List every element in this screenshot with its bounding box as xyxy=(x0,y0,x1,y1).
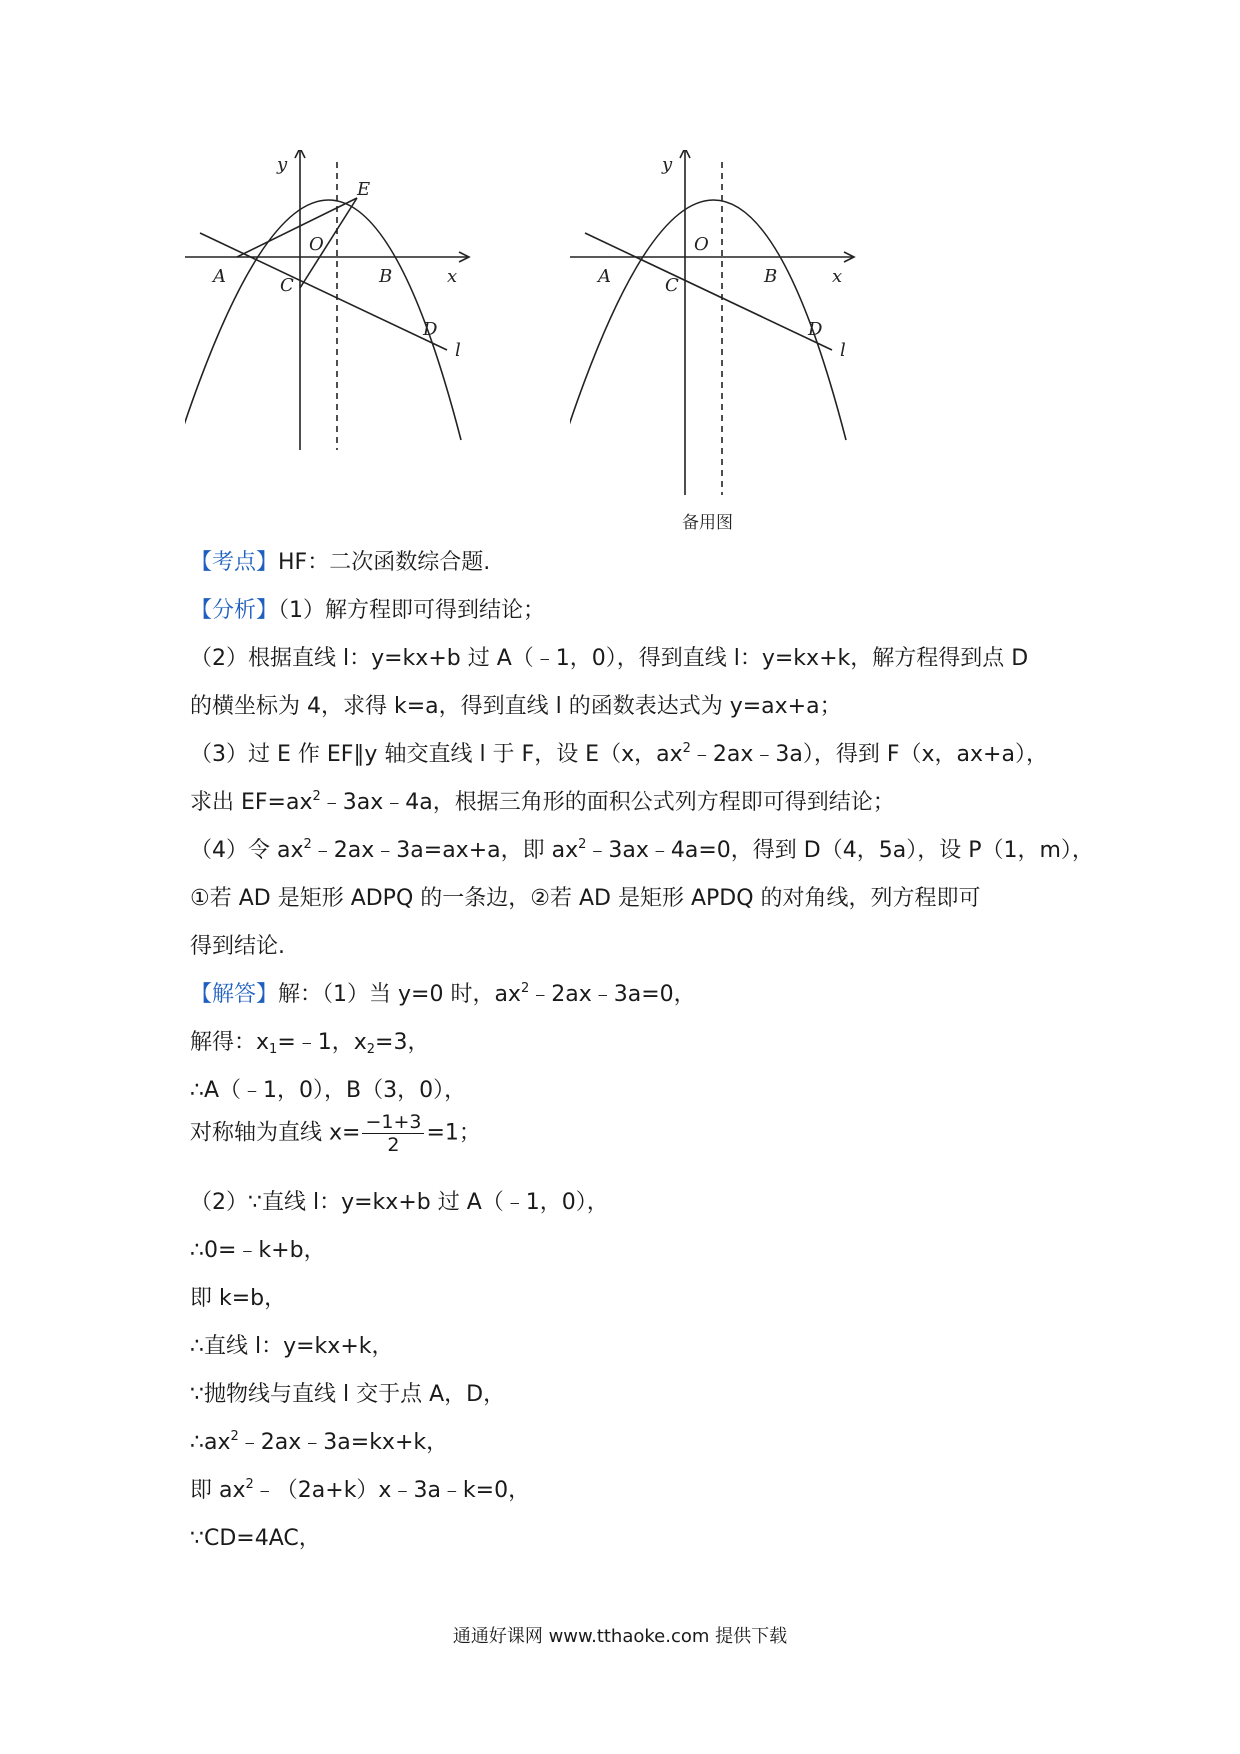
superscript: 2 xyxy=(682,741,691,756)
fenxi-line-7: ①若 AD 是矩形 ADPQ 的一条边，②若 AD 是矩形 APDQ 的对角线，列方程即可 xyxy=(190,886,981,911)
text-part: ﹣2ax﹣3a=0， xyxy=(529,982,696,1007)
fenxi-tag: 【分析】 xyxy=(190,598,279,623)
label-a: A xyxy=(598,266,611,287)
jieda-tag: 【解答】 xyxy=(190,982,279,1007)
fenxi-line-3: 的横坐标为 4，求得 k=a，得到直线 l 的函数表达式为 y=ax+a； xyxy=(190,694,842,719)
text-part: 对称轴为直线 x= xyxy=(190,1120,361,1146)
subscript: 1 xyxy=(269,1042,278,1057)
label-x: x xyxy=(832,266,843,287)
superscript: 2 xyxy=(230,1429,239,1444)
text-part: 解得：x xyxy=(190,1030,270,1055)
jieda-line-8: ∴直线 l：y=kx+k， xyxy=(190,1334,394,1359)
page-footer: 通通好课网 www.tthaoke.com 提供下载 xyxy=(452,1626,788,1647)
label-e: E xyxy=(357,179,371,200)
text-part: =1； xyxy=(426,1120,481,1146)
superscript: 2 xyxy=(245,1477,254,1492)
text-part: ﹣2ax﹣3a=kx+k， xyxy=(238,1430,449,1455)
text-part: 即 ax xyxy=(190,1478,246,1503)
label-x: x xyxy=(447,266,458,287)
label-o: O xyxy=(694,234,709,255)
jieda-line-9: ∵抛物线与直线 l 交于点 A，D， xyxy=(190,1382,506,1407)
label-l: l xyxy=(455,340,461,361)
label-c: C xyxy=(665,275,679,296)
fraction-denominator: 2 xyxy=(387,1134,400,1156)
jieda-line-6: ∴0=﹣k+b， xyxy=(190,1238,326,1263)
text-part: =﹣1，x xyxy=(277,1030,367,1055)
kaodian-tag: 【考点】 xyxy=(190,550,279,575)
fraction xyxy=(362,1111,424,1156)
jieda-line-3: ∴A（﹣1，0），B（3，0）， xyxy=(190,1078,467,1103)
fenxi-line-4 xyxy=(190,737,1048,768)
figure-1 xyxy=(185,150,485,495)
text-part: （3）过 E 作 EF∥y 轴交直线 l 于 F，设 E（x，ax xyxy=(190,742,683,767)
label-b: B xyxy=(764,266,778,287)
fenxi-line-2: （2）根据直线 l：y=kx+b 过 A（﹣1，0），得到直线 l：y=kx+k，解方程得到点 D xyxy=(190,646,1029,671)
text-part: ∴ax xyxy=(190,1430,231,1455)
text-part: ﹣2ax﹣3a），得到 F（x，ax+a）， xyxy=(690,742,1048,767)
fenxi-line-5 xyxy=(190,785,895,816)
label-l: l xyxy=(840,340,846,361)
jieda-line-10 xyxy=(190,1425,448,1456)
superscript: 2 xyxy=(578,837,587,852)
label-y: y xyxy=(277,154,288,175)
label-b: B xyxy=(379,266,393,287)
label-c: C xyxy=(280,275,294,296)
label-o: O xyxy=(309,234,324,255)
subscript: 2 xyxy=(366,1042,376,1057)
text-part: =3， xyxy=(375,1030,430,1055)
fenxi-line-6 xyxy=(190,833,1094,864)
jieda-line-4 xyxy=(190,1111,481,1156)
jieda-line-7: 即 k=b， xyxy=(190,1286,287,1311)
kaodian-line xyxy=(190,545,490,576)
label-a: A xyxy=(213,266,226,287)
jieda-line-11 xyxy=(190,1473,530,1504)
label-d: D xyxy=(808,319,823,340)
figure-2 xyxy=(570,150,870,535)
fenxi-line-8: 得到结论. xyxy=(190,934,285,959)
label-y: y xyxy=(662,154,673,175)
jieda-line-12: ∵CD=4AC， xyxy=(190,1526,321,1551)
fenxi-line-1 xyxy=(190,593,545,624)
label-d: D xyxy=(423,319,438,340)
superscript: 2 xyxy=(303,837,312,852)
jieda-line-5: （2）∵直线 l：y=kx+b 过 A（﹣1，0）， xyxy=(190,1190,609,1215)
superscript: 2 xyxy=(520,981,530,996)
jieda-line-1 xyxy=(190,977,696,1008)
fenxi-text-1: （1）解方程即可得到结论； xyxy=(278,598,546,623)
text-part: 解：（1）当 y=0 时，ax xyxy=(278,982,521,1007)
text-part: ﹣2ax﹣3a=ax+a，即 ax xyxy=(311,838,579,863)
figure-caption: 备用图 xyxy=(682,513,733,533)
text-part: ﹣3ax﹣4a，根据三角形的面积公式列方程即可得到结论； xyxy=(320,790,895,815)
text-part: ﹣3ax﹣4a=0，得到 D（4，5a），设 P（1，m）， xyxy=(586,838,1094,863)
kaodian-text: HF：二次函数综合题. xyxy=(278,550,491,575)
jieda-line-2 xyxy=(190,1025,429,1056)
text-part: ﹣（2a+k）x﹣3a﹣k=0， xyxy=(253,1478,531,1503)
text-part: 求出 EF=ax xyxy=(190,790,313,815)
superscript: 2 xyxy=(312,789,321,804)
text-part: （4）令 ax xyxy=(190,838,304,863)
fraction-numerator: −1+3 xyxy=(362,1111,424,1134)
